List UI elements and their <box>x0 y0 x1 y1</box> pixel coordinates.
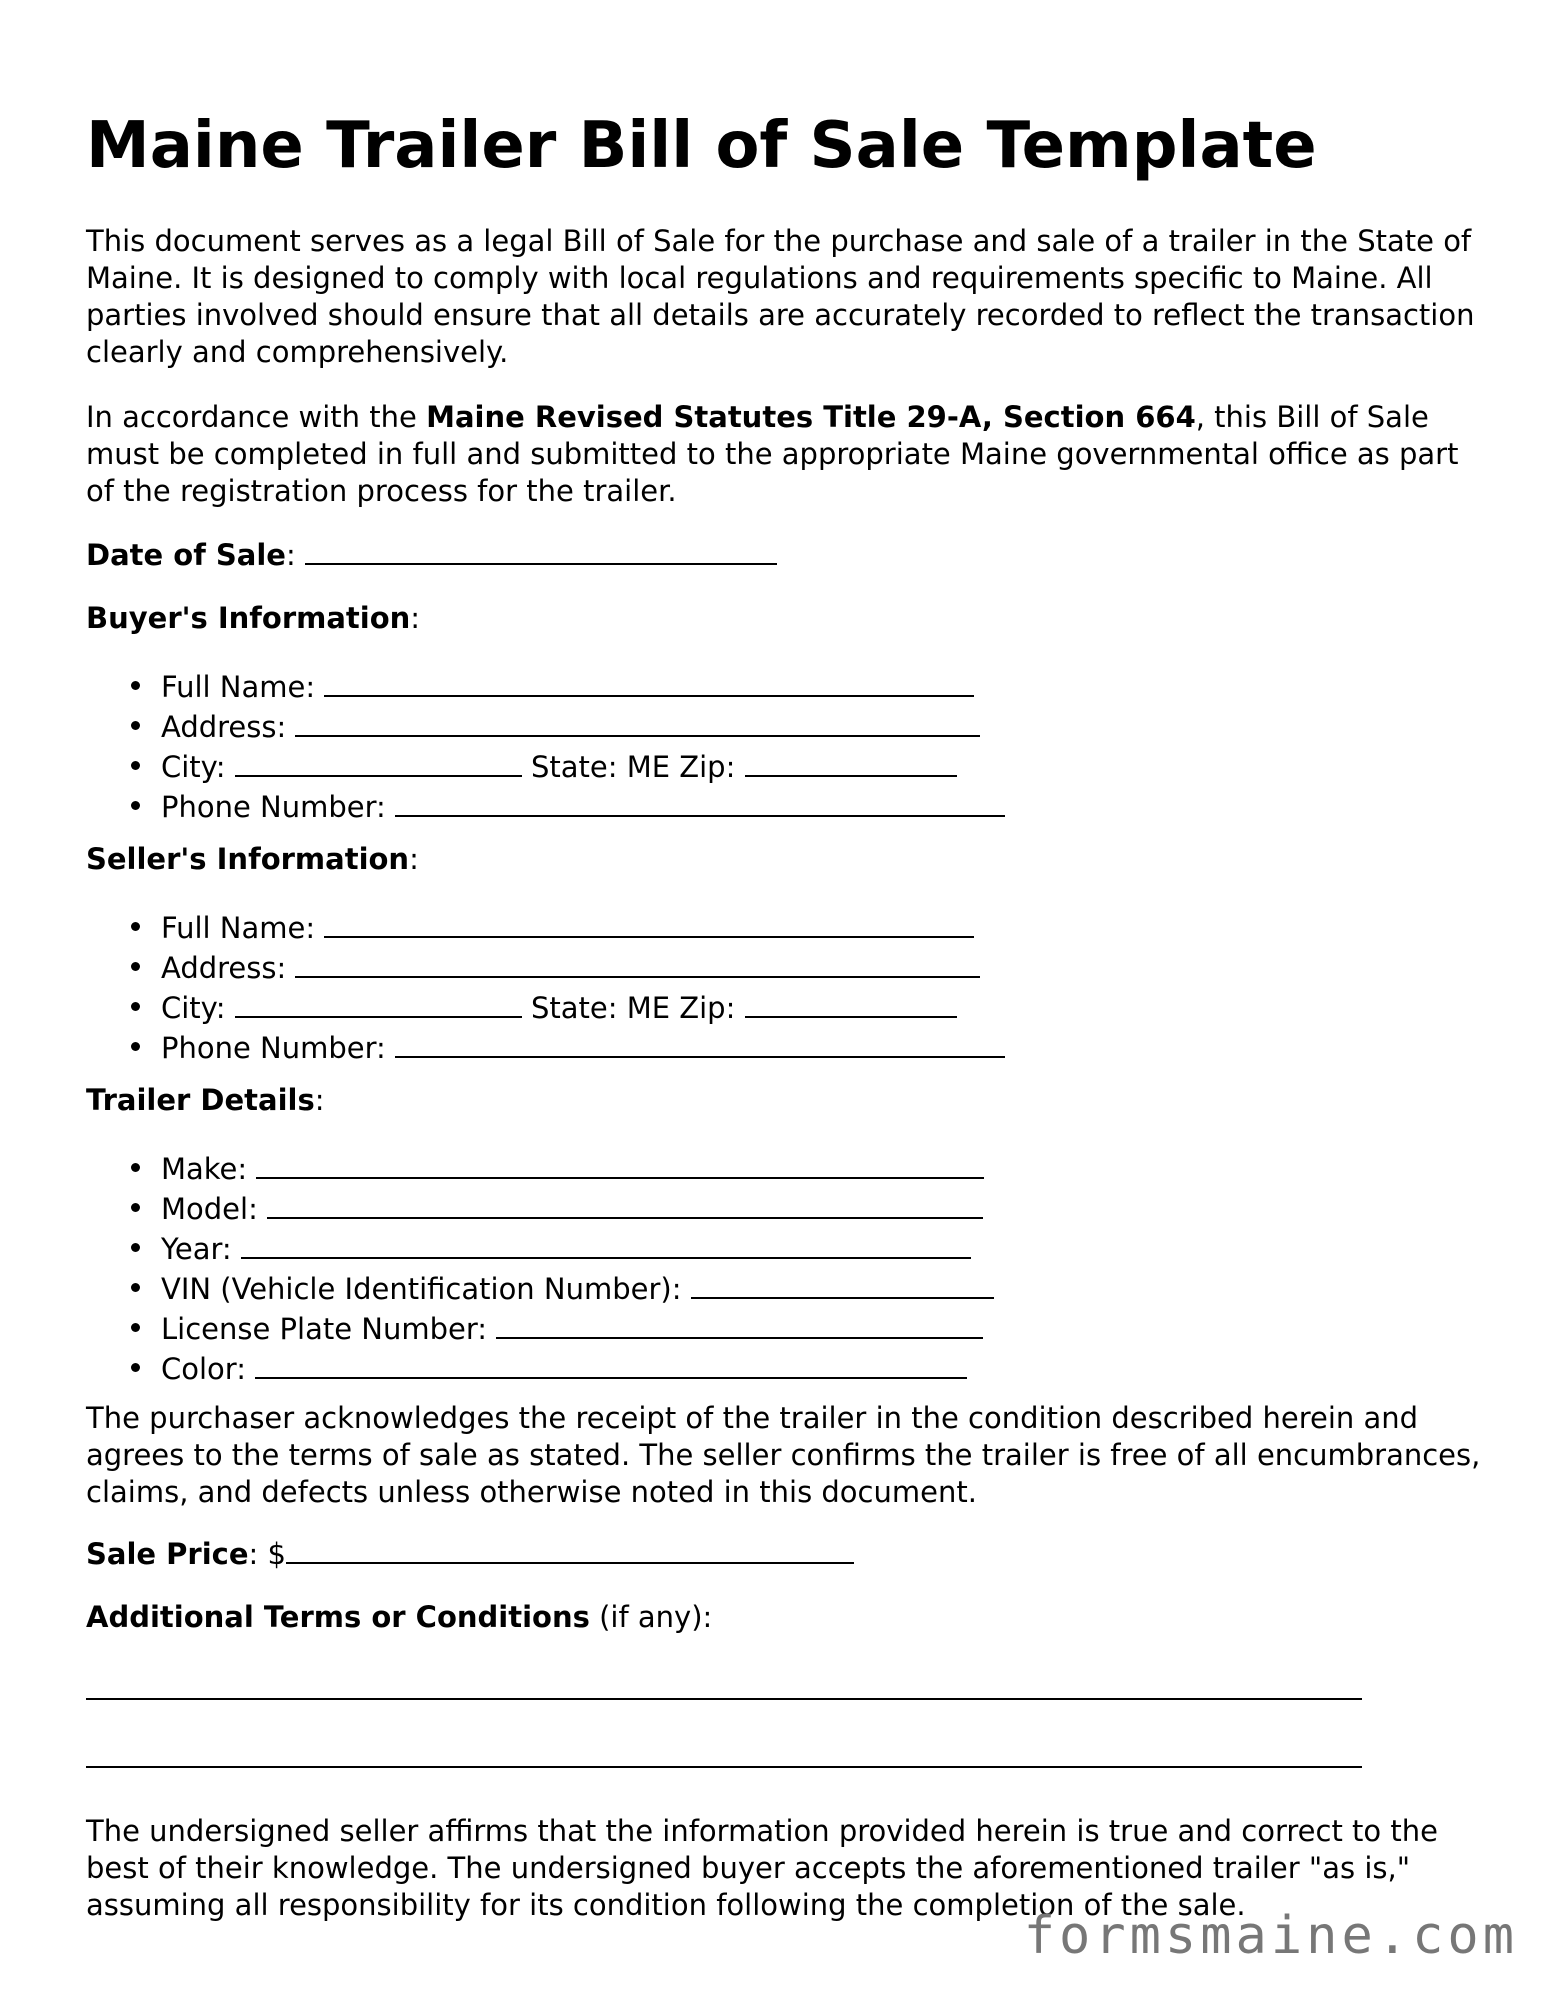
list-item <box>86 786 1005 826</box>
trailer-heading-line: Trailer Details: <box>86 1083 325 1117</box>
sale-price-field[interactable] <box>286 1533 854 1564</box>
seller-city-field[interactable] <box>235 987 522 1018</box>
list-item <box>86 1308 994 1348</box>
buyer-address-label: Address: <box>161 710 287 744</box>
list-item <box>86 1027 1005 1067</box>
watermark-logo: formsmaine.com <box>1023 1906 1518 1966</box>
list-item <box>86 1228 994 1268</box>
list-item <box>86 907 1005 947</box>
sale-price-line <box>86 1533 854 1573</box>
intro-paragraph: This document serves as a legal Bill of Sale for the purchase and sale of a trailer in the State of Maine. It is designed to comply with local regulations and requirements specific to Maine. All parties involved should ensure that all details are accurately recorded to reflect the transaction clearly and comprehensively. <box>86 224 1475 369</box>
list-item <box>86 666 1005 706</box>
buyer-city-label: City: <box>161 750 226 784</box>
trailer-vin-field[interactable] <box>691 1268 994 1299</box>
list-item <box>86 1268 994 1308</box>
buyer-full-name-field[interactable] <box>324 666 974 697</box>
additional-terms-field-2[interactable] <box>86 1766 1362 1768</box>
trailer-model-label: Model: <box>161 1192 258 1226</box>
statute-suffix: , this Bill of Sale must be completed in full and submitted to the appropriate Maine governmental office as part of the registration process for the trailer. <box>86 400 1459 508</box>
seller-address-field[interactable] <box>295 947 980 978</box>
seller-phone-field[interactable] <box>395 1027 1005 1058</box>
list-item <box>86 947 1005 987</box>
trailer-vin-label: VIN (Vehicle Identification Number): <box>161 1272 682 1306</box>
trailer-details-list <box>86 1148 994 1388</box>
trailer-year-field[interactable] <box>241 1228 971 1259</box>
list-item <box>86 706 1005 746</box>
date-of-sale-colon: : <box>285 538 296 572</box>
seller-heading-line: Seller's Information: <box>86 842 419 876</box>
trailer-year-label: Year: <box>161 1232 232 1266</box>
statute-paragraph <box>86 399 1486 510</box>
date-of-sale-line <box>86 534 777 574</box>
trailer-make-label: Make: <box>161 1152 248 1186</box>
seller-heading: Seller's Information <box>86 842 410 876</box>
sale-price-label: Sale Price <box>86 1537 249 1571</box>
trailer-color-field[interactable] <box>255 1348 967 1379</box>
seller-address-label: Address: <box>161 951 287 985</box>
buyer-phone-label: Phone Number: <box>161 790 386 824</box>
additional-terms-line <box>86 1599 712 1636</box>
buyer-heading: Buyer's Information <box>86 601 411 635</box>
trailer-make-field[interactable] <box>256 1148 984 1179</box>
date-of-sale-field[interactable] <box>305 534 777 565</box>
buyer-heading-line: Buyer's Information: <box>86 601 421 635</box>
acknowledgment-paragraph: The purchaser acknowledges the receipt of the trailer in the condition described herein and agrees to the terms of sale as stated. The seller confirms the trailer is free of all encumbrances, claims, and defects unless otherwise noted in this document. <box>86 1401 1481 1509</box>
trailer-plate-field[interactable] <box>496 1308 983 1339</box>
seller-zip-field[interactable] <box>745 987 957 1018</box>
buyer-city-field[interactable] <box>235 746 522 777</box>
page-title: Maine Trailer Bill of Sale Template <box>86 109 1317 183</box>
statute-reference: Maine Revised Statutes Title 29-A, Section 664 <box>426 400 1196 434</box>
seller-info-list <box>86 907 1005 1067</box>
additional-terms-label: Additional Terms or Conditions <box>86 1600 590 1634</box>
trailer-plate-label: License Plate Number: <box>161 1312 488 1346</box>
buyer-phone-field[interactable] <box>395 786 1005 817</box>
seller-full-name-label: Full Name: <box>161 911 316 945</box>
list-item <box>86 1148 994 1188</box>
additional-terms-field-1[interactable] <box>86 1698 1362 1700</box>
list-item <box>86 987 1005 1027</box>
seller-state-zip-label: State: ME Zip: <box>530 991 736 1025</box>
seller-full-name-field[interactable] <box>324 907 974 938</box>
trailer-model-field[interactable] <box>267 1188 983 1219</box>
additional-terms-suffix: (if any): <box>589 1600 713 1634</box>
list-item <box>86 1188 994 1228</box>
trailer-heading: Trailer Details <box>86 1083 315 1117</box>
buyer-full-name-label: Full Name: <box>161 670 316 704</box>
date-of-sale-label: Date of Sale <box>86 538 286 572</box>
trailer-color-label: Color: <box>161 1352 246 1386</box>
seller-phone-label: Phone Number: <box>161 1031 386 1065</box>
buyer-info-list <box>86 666 1005 826</box>
buyer-zip-field[interactable] <box>745 746 957 777</box>
affirmation-paragraph: The undersigned seller affirms that the information provided herein is true and correct to the best of their knowledge. The undersigned buyer accepts the aforementioned trailer "as is," assuming all responsibility for its condition following the completion of the sale. <box>86 1814 1438 1922</box>
sale-price-prefix: : $ <box>248 1537 286 1571</box>
seller-city-label: City: <box>161 991 226 1025</box>
list-item <box>86 746 1005 786</box>
buyer-state-zip-label: State: ME Zip: <box>530 750 736 784</box>
statute-prefix: In accordance with the <box>86 400 427 434</box>
list-item <box>86 1348 994 1388</box>
buyer-address-field[interactable] <box>295 706 980 737</box>
